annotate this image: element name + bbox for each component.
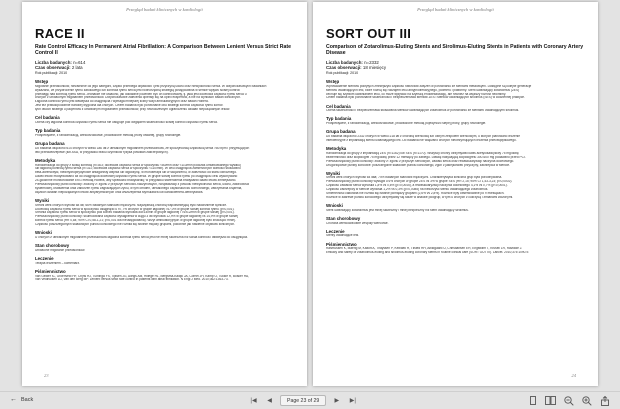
study-title: SORT OUT III: [326, 26, 412, 41]
text-line: ciężkich działań niepożądanych leków antyarytmicznych oraz wszczepienia stymulatora lub kardiowertera-defibrylatora.: [35, 190, 204, 194]
page-number: 24: [571, 373, 576, 378]
text-line: leki przeciwkrzepliwe (lub ASA, w przypadku braku czynników ryzyka powikłań zakrzepowych).: [35, 150, 169, 154]
text-line: Celem badania było porównanie skuteczności i bezpieczeństwa stentów ZES i stentów uwalniających sirolimus (SES) w codziennej praktyce.: [326, 96, 525, 100]
section-heading: Stan chorobowy: [35, 243, 70, 249]
text-line: Ocena skuteczności i bezpieczeństwa stosowania stentów uwalniających zotarolimus w porównaniu ze stentami uwalniającymi sirolimus.: [326, 109, 520, 113]
section-body: [35, 147, 295, 155]
document-page-left: [22, 2, 307, 386]
text-line: Do badania włączono 614 chorych w wieku ≤80 lat z utrwalonym migotaniem przedsionków, ze spoczynkową częstością serca >80 bpm i przyjmujących: [35, 146, 250, 150]
text-line: Średni wiek chorych wynosił 68 lat; 66% badanych stanowili mężczyźni. Najczęstszą chorobą współistniejącą było nadciśnienie tętnicze.: [35, 203, 228, 207]
text-line: Terapia leczeniem – komentarz.: [35, 261, 80, 265]
section-body: [326, 176, 586, 199]
text-line: chorych z utrwalonym migotaniem przedsionków. Dotychczasowe zalecenia opierały się na opinii ekspertów, a nie na wynikach badań klinicznych.: [35, 96, 241, 100]
text-line: Utrwalone migotanie przedsionków.: [35, 248, 86, 252]
text-line: Prospektywne, z randomizacją, wieloośrodkowe, prowadzone metodą pojedynczo ślepej próby, grupy równoległe.: [326, 122, 487, 126]
section-body: [35, 249, 295, 253]
text-line: Stent uwalniający zotarolimus jest mniej skuteczny i mniej bezpieczny niż stent uwalniający sirolimus.: [326, 208, 469, 212]
section-body: [326, 209, 586, 213]
text-line: systemowej, krwawienia oraz zaburzeń rytmu zagrażających życiu, w tym omdleń, utrwalonego częstoskurczu komorowego, zatrzymania krążenia,: [35, 186, 243, 190]
next-page-button[interactable]: ▶: [334, 398, 340, 404]
text-line: 24-godzinne monitorowanie EKG metodą Holtera, aby sprawdzić bradykardię; w przypadku stwierdzenia bradykardii dawki leków zmniejszano.: [35, 179, 237, 183]
text-line: Choroba wieńcowa/ostre zespoły wieńcowe.: [326, 221, 389, 225]
text-line: Stenty uwalniające leki.: [326, 234, 360, 238]
text-line: wykazano, że przywrócenie rytmu zatokowego lub kontrola rytmu serca jest równorzędną strategią postępowania w sensie wpływu ścisłej kontroli: [35, 88, 240, 92]
text-line: Dawki leków modyfikowano aż do osiągnięcia docelowej częstości rytmu serca. W grupie ścisłej kontroli rytmu po osiągnięciu celu wykonywano: [35, 175, 238, 179]
sections-left: [35, 79, 295, 282]
zoom-out-icon[interactable]: [563, 395, 574, 406]
section-body: [326, 247, 586, 255]
section-body: [35, 85, 295, 112]
text-line: Średni wiek chorych wynosił 64 lata; 74% badanych stanowili mężczyźni. Charakterystyka kliniczna grup była porównywalna.: [326, 176, 503, 180]
two-page-view-icon[interactable]: [545, 395, 556, 406]
section-heading: Wyniki: [35, 197, 50, 203]
patients-count: Liczba badanych: n=614: [35, 59, 86, 65]
text-line: beta-adrenolityki, niedihydropirydynowe antagonisty wapnia lub digoksynę, w monoterapii lub w skojarzeniu, w zależności od stanu klinicznego.: [35, 171, 237, 175]
study-subtitle: Comparison of Zotarolimus-Eluting Stents and Sirolimus-Eluting Stents in Patients with Coronary Artery Disease: [326, 44, 584, 57]
page-indicator[interactable]: Page 23 of 29: [280, 395, 326, 406]
publication-year: Rok publikacji: 2010: [326, 71, 359, 75]
text-line: Jest też prawdopodobnie bardziej wygodna dla chorych. Celem badania było porównanie obu strategii kontroli częstości rytmu komór.: [35, 104, 224, 108]
section-body: [35, 204, 295, 227]
text-line: Prospektywne, z randomizacją, wieloośrodkowe, prowadzone metodą próby otwartej, grupy równoległe.: [35, 133, 182, 137]
followup-time: Czas obserwacji: 2 lata: [35, 65, 83, 71]
first-page-button[interactable]: |◀: [250, 398, 257, 404]
section-body: [35, 164, 295, 195]
section-heading: Typ badania: [326, 116, 352, 122]
page-content: [35, 26, 295, 364]
text-line: tych dwóch strategii u pacjentów z utrwalonym migotaniem przedsionków, przy równoczesnym ograniczeniu działań niepożądanych leków.: [35, 108, 231, 112]
document-page-right: [313, 2, 598, 386]
text-line: Do badania włączono 2332 chorych w wieku ≥18 lat z chorobą wieńcową lub ostrym zespołem wieńcowym, u których planowano leczenie: [326, 135, 520, 139]
text-line: Śmiertelność całkowita nie różniła się istotnie pomiędzy grupami (2,6% vs 2,8%). Różnice były obserwowane po 9 miesiącach.: [326, 191, 505, 195]
section-heading: Wnioski: [326, 202, 343, 208]
text-line: U chorych z utrwalonym migotaniem przedsionków łagodna kontrola rytmu serca jest nie mniej skuteczna niż ścisła kontrola i łatwiejsza do osiągnięcia.: [35, 235, 248, 239]
followup-time: Czas obserwacji: 18 miesięcy: [326, 65, 387, 71]
publication-year: Rok publikacji: 2010: [35, 71, 68, 75]
text-line: cechuje się szybkim uwalnianiem leku, co może wpływać na szybszą endotelializację, ale również na większy rozrost neointimy.: [326, 92, 507, 96]
text-line: Wprowadzenie stentów pokrytych zmniejszyło częstość nawrotów zwężeń w porównaniu ze stentami metalowymi. Dostępne są kolejne generacje: [326, 84, 532, 88]
previous-page-button[interactable]: ◀: [267, 398, 272, 404]
section-heading: Grupa badana: [326, 129, 356, 135]
patients-count: Liczba badanych: n=2332: [326, 59, 379, 65]
text-line: Częstość zawałów serca wynosiła 1,8% vs 0,6% (p=0,0045), a rewaskularyzacji naczynia docelowego 4,1% vs 0,7% (p<0,0001).: [326, 184, 508, 188]
section-heading: Cel badania: [35, 115, 60, 121]
section-body: [326, 122, 586, 126]
text-line: Ocena czy łagodna kontrola częstości rytmu serca nie ustępuje pod względem skuteczności ścisłej kontroli częstości rytmu serca.: [35, 121, 218, 124]
text-line: Van Gelder IC, Groenveld HF, Crijns HJ, Tuininga YS, Tijssen JG, Alings AM, Hillege HL, Bergsma-Kadijk JA, Cornel JH, Kamp O, Tukkie R, Bosker HA,: [35, 274, 250, 278]
section-heading: Wstęp: [326, 78, 340, 84]
text-line: interwencyjne z implantacją stentu uwalniającego lek. Do badania nie włączano chorych nieotrzymujących leczenia przeciwpłytkowego.: [326, 138, 517, 142]
zoom-in-icon[interactable]: [581, 395, 592, 406]
section-body: [35, 121, 295, 125]
text-line: Rasmussen K, Maeng M, Kaltoft A, Thayssen P, Kelbaek H, Tilsted HH, Abildgaard U, Christiansen EH, Engstrøm T, Krusell LR, Ravkilde J.: [326, 247, 523, 251]
section-body: [35, 134, 295, 138]
text-line: Łagodna kontrola rytmu jest łatwiejsza do osiągnięcia i wymaga mniejszej liczby wizyt ambulatoryjnych oraz badań Holtera.: [35, 100, 209, 104]
back-label: Back: [21, 397, 34, 403]
section-body: [35, 236, 295, 240]
section-heading: Leczenie: [35, 255, 54, 261]
text-line: Van Veldhuisen DJ, Van den Berg MP. Lenient versus strict rate control in patients with atrial fibrillation. N Engl J Med. 2010;362:1363-73.: [35, 278, 229, 282]
bottom-toolbar: [0, 391, 620, 409]
section-heading: Cel badania: [326, 103, 351, 109]
text-line: Pierwszorzędowy punkt końcowy wystąpił u 6% chorych w grupie ZES vs 3% w grupie SES (HR 2,15; 95% CI 1,43-3,23; p=0,0002).: [326, 180, 513, 184]
section-body: [35, 275, 295, 283]
section-heading: Leczenie: [326, 228, 345, 234]
sections-right: [326, 79, 586, 255]
share-icon[interactable]: [599, 395, 610, 406]
running-header: Przegląd badań klinicznych w kardiologii: [417, 7, 494, 12]
text-line: Różnice w zakresie punktu końcowego utrzymywały się także w analizie podgrup, w tym u chorych z cukrzycą i zmianami złożonymi.: [326, 195, 514, 199]
back-arrow-icon: ←: [10, 396, 17, 403]
section-heading: Metodyka: [326, 146, 347, 152]
running-header: Przegląd badań klinicznych w kardiologii: [126, 7, 203, 12]
text-line: przewagę nad kontrolą rytmu serca. Jednakże nie ustalono, jak dokładnie powinien być on kontrolowany, tj. jaka jest docelowa częstość rytmu serca u: [35, 92, 247, 96]
text-line: Drugorzędowe punkty końcowe: poszczególne składowe punktu końcowego, zgon z jakiejkolwiek przyczyny, zakrzepica w stencie.: [326, 163, 511, 167]
text-line: Randomizacja do grupy z implantacją ZES (n=1162) lub SES (n=1170). Wszyscy chorzy otrzymywali kwas acetylosalicylowy 75 mg/dobę: [326, 151, 519, 155]
text-line: kontroli rytmu serca (HR 0,84; 90% CI 0,58-1,21; p<0,001 dla nieustępowania). Wizyt ambulatoryjnych w grupie łagodnej było znacząco mniej.: [35, 219, 236, 223]
section-body: [35, 262, 295, 266]
section-heading: Piśmiennictwo: [326, 241, 357, 247]
text-line: bezterminowo oraz klopidogrel 75 mg/dobę przez 12 miesięcy po zabiegu. Dawkę nasycającą klopidogrelu 300-600 mg podawano przed PCI.: [326, 155, 526, 159]
section-heading: Piśmiennictwo: [35, 268, 66, 274]
text-line: stentów uwalniających leki, które różnią się rodzajem leku antyproliferacyjnego, polimeru i platformy. Stent uwalniający zotarolimus (ZES): [326, 88, 520, 92]
text-line: Randomizacja do grupy z ścisłą kontrolą (n=303; docelowa częstość serca w spoczynku <80/min oraz <110/min podczas umiarkowanego wysiłku): [35, 163, 241, 167]
section-heading: Wnioski: [35, 230, 52, 236]
last-page-button[interactable]: ▶|: [349, 398, 356, 404]
section-body: [326, 109, 586, 113]
text-line: Pierwszorzędowy punkt końcowy: złożony z: zgonu z przyczyn sercowo-naczyniowych, hospitalizacji z powodu niewydolności serca, udaru, zatorowości: [35, 182, 250, 186]
page-navigation: [248, 395, 358, 406]
text-line: Migotanie przedsionków, niezależnie od jego kategorii, często przebiega objawowo i jest przyczyną udaru oraz niewydolności serca. W dotychczasowych badaniach: [35, 84, 267, 88]
section-heading: Wstęp: [35, 78, 49, 84]
back-button[interactable]: [10, 396, 33, 404]
page-number: 23: [44, 373, 49, 378]
text-line: Pierwszorzędowy punkt końcowy: złożony z: zgonu z przyczyn sercowych, zawału serca oraz rewaskularyzacji naczynia docelowego.: [326, 159, 515, 163]
text-line: Częstość poszczególnych składowych punktu końcowego nie różniła się istotnie między grupami, podobnie jak nasilenie objawów klinicznych.: [35, 223, 236, 227]
section-heading: Wyniki: [326, 170, 341, 176]
section-heading: Grupa badana: [35, 140, 65, 146]
section-body: [326, 85, 586, 101]
text-line: lub łagodną kontrolą rytmu serca (n=311; docelowa częstość serca w spoczynku <110/min). W celu osiągnięcia zamierzonych wartości stosowano: [35, 167, 241, 171]
page-content: [326, 26, 586, 364]
text-line: Średnia częstość rytmu serca w spoczynku pod koniec badania wynosiła 85±14/min w grupie łagodnej i 76±12/min w grupie ścisłej (p<0,001).: [35, 211, 235, 215]
section-body: [326, 152, 586, 168]
section-heading: Metodyka: [35, 157, 56, 163]
text-line: Częstość zakrzepicy w stencie wyniosła 1,2% vs 0,3% (p=0,0085) na niekorzyść stentu uwalniającego zotarolimus.: [326, 188, 489, 192]
study-title: RACE II: [35, 26, 85, 41]
text-line: Pierwszorzędowy punkt końcowy: skumulowana częstość wystąpienia w ciągu 3 lat wynosiła 12,9% w grupie łagodnej vs 14,9% w grupie ścisłej: [35, 215, 238, 219]
section-body: [326, 135, 586, 143]
section-body: [326, 234, 586, 238]
section-heading: Typ badania: [35, 128, 61, 134]
section-body: [326, 222, 586, 226]
study-subtitle: Rate Control Efficacy In Permanent Atrial Fibrillation: A Comparison Between Lenient Versus Strict Rate Control II: [35, 44, 291, 57]
single-page-view-icon[interactable]: [527, 395, 538, 406]
text-line: Efficacy and safety of zotarolimus-eluting and sirolimus-eluting coronary stents in routine clinical care (SORT OUT III). Lancet. 2010;375:1090-9.: [326, 251, 530, 255]
text-line: Docelową częstość rytmu serca w spoczynku osiągnięto u 97,7% chorych w grupie łagodnej i 67,0% w grupie ścisłej kontroli rytmu (p<0,001).: [35, 207, 235, 211]
toolbar-actions: [527, 395, 610, 406]
section-heading: Stan chorobowy: [326, 215, 361, 221]
